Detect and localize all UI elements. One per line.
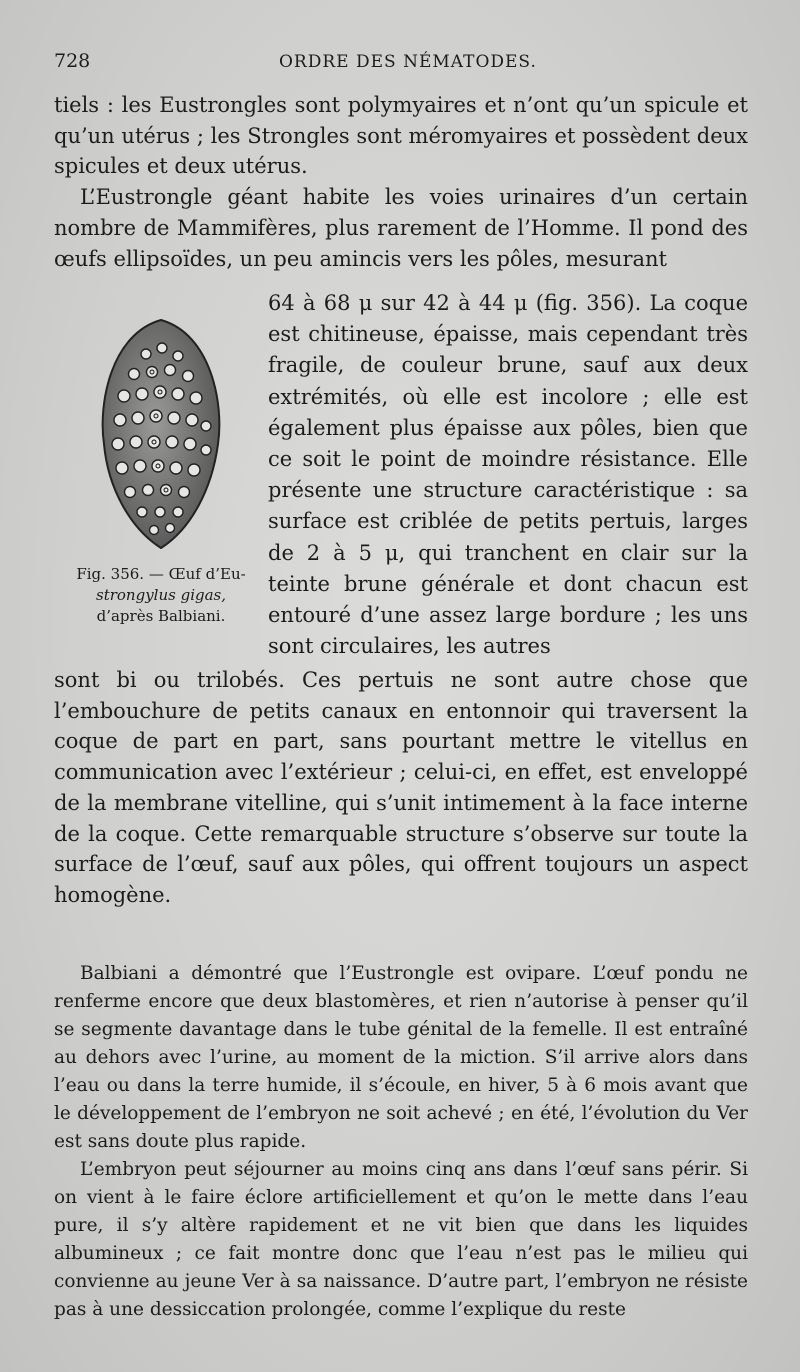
- paragraph-1: tiels : les Eustrongles sont polymyaires et n’ont qu’un spicule et qu’un utérus ; les Strongles sont méromyaires et possèdent deux spicules et deux utérus.: [54, 93, 748, 179]
- figure-block: [54, 288, 748, 662]
- egg-illustration: [86, 314, 236, 554]
- page-header: [54, 50, 748, 80]
- text-block-small: [54, 960, 748, 1324]
- figure-caption: [54, 564, 268, 627]
- running-title: ORDRE DES NÉMATODES.: [279, 52, 537, 72]
- paragraph-4: L’embryon peut séjourner au moins cinq ans dans l’œuf sans périr. Si on vient à le faire éclore artificiellement et qu’on le mette dans l’eau pure, il s’y altère rapidement et ne vit bien que dans les liquides albumineux ; ce fait montre donc que l’eau n’est pas le milieu qui convienne au jeune Ver à sa naissance. D’autre part, l’embryon ne résiste pas à une dessiccation prolongée, comme l’explique du reste: [54, 1159, 748, 1320]
- paragraph-2-continued: sont bi ou trilobés. Ces pertuis ne sont autre chose que l’embouchure de petits canaux en entonnoir qui traversent la coque de part en part, sans pourtant mettre le vitellus en communication avec l’extérieur ; celui-ci, en effet, est enveloppé de la membrane vitelline, qui s’unit intimement à la face interne de la coque. Cette remarquable structure s’observe sur toute la surface de l’œuf, sauf aux pôles, qui offrent toujours un aspect homogène.: [54, 668, 748, 907]
- paragraph-3: Balbiani a démontré que l’Eustrongle est ovipare. L’œuf pondu ne renferme encore que deux blastomères, et rien n’autorise à penser qu’il se segmente davantage dans le tube génital de la femelle. Il est entraîné au dehors avec l’urine, au moment de la miction. S’il arrive alors dans l’eau ou dans la terre humide, il s’écoule, en hiver, 5 à 6 mois avant que le développement de l’embryon ne soit achevé ; en été, l’évolution du Ver est sans doute plus rapide.: [54, 963, 748, 1152]
- text-block-middle: [54, 665, 748, 911]
- figure-356: [54, 288, 268, 634]
- page-number: 728: [54, 50, 91, 72]
- caption-line-1: Fig. 356. — Œuf d’Eu-: [76, 565, 246, 583]
- caption-line-3: d’après Balbiani.: [96, 607, 226, 625]
- paragraph-2-wrapped: 64 à 68 μ sur 42 à 44 μ (fig. 356). La coque est chitineuse, épaisse, mais cependant très fragile, de couleur brune, sauf aux deux extrémités, où elle est incolore ; elle est également plus épaisse aux pôles, bien que ce soit le point de moindre résistance. Elle présente une structure caractéristique : sa surface est criblée de petits pertuis, larges de 2 à 5 μ, qui tranchent en clair sur la teinte brune générale et dont chacun est entouré d’une assez large bordure ; les uns sont circulaires, les autres: [268, 291, 748, 659]
- caption-line-2: strongylus gigas,: [96, 586, 226, 604]
- text-block-top: [54, 90, 748, 274]
- paragraph-2: L’Eustrongle géant habite les voies urinaires d’un certain nombre de Mammifères, plus rarement de l’Homme. Il pond des œufs ellipsoïdes, un peu amincis vers les pôles, mesurant: [54, 185, 748, 271]
